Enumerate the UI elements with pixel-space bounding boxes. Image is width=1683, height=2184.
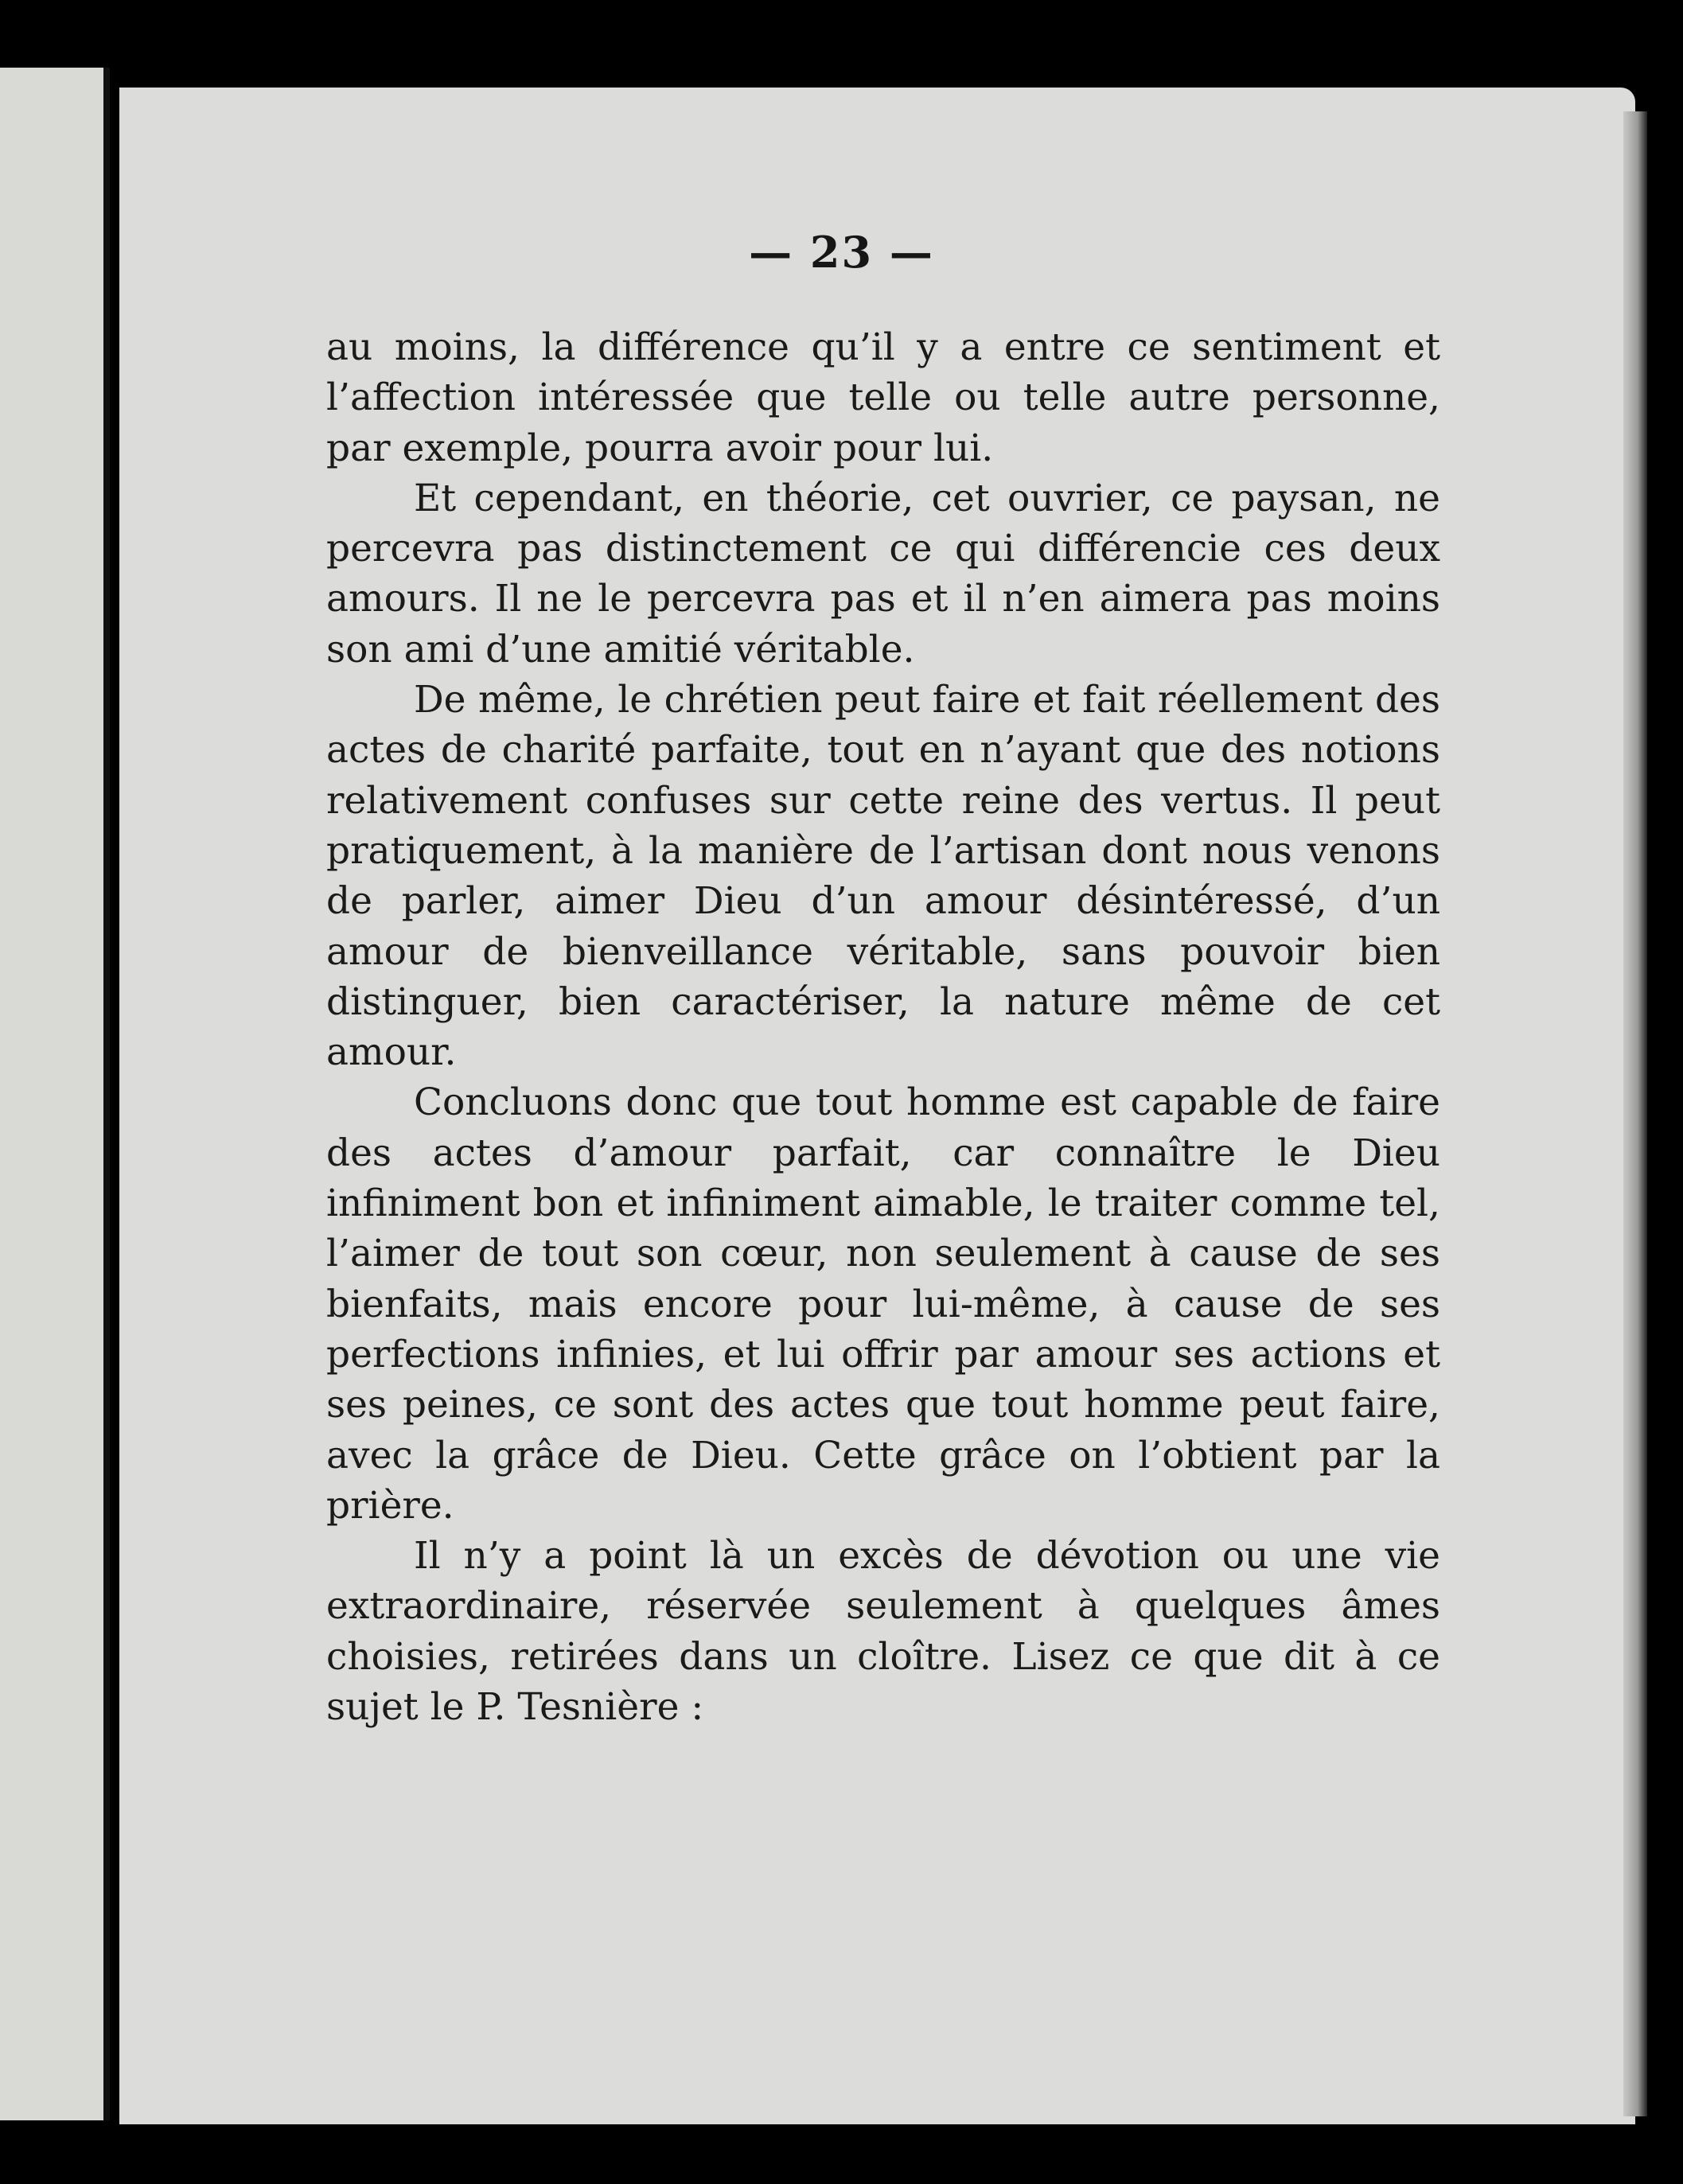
paragraph: au moins, la différence qu’il y a entre ce sentiment et l’affection intéressée que telle ou telle autre personne, par exemple, pourra avoir pour lui. [326,325,1440,470]
paragraph: De même, le chrétien peut faire et fait réellement des actes de charité parfaite, tout en n’ayant que des notions relativement confuses sur cette reine des vertus. Il peut pratiquement, à la manière de l’artisan dont nous venons de parler, aimer Dieu d’un amour désintéressé, d’un amour de bienveillance véritable, sans pouvoir bien distinguer, bien caractériser, la nature même de cet amour. [326,678,1440,1075]
paragraph: Concluons donc que tout homme est capable de faire des actes d’amour parfait, car connaître le Dieu infiniment bon et infiniment aimable, le traiter comme tel, l’aimer de tout son cœur, non seulement à cause de ses bienfaits, mais encore pour lui-même, à cause de ses perfections infinies, et lui offrir par amour ses actions et ses peines, ce sont des actes que tout homme peut faire, avec la grâce de Dieu. Cette grâce on l’obtient par la prière. [326,1080,1440,1528]
paragraph: Et cependant, en théorie, cet ouvrier, ce paysan, ne percevra pas distinctement ce qui différencie ces deux amours. Il ne le percevra pas et il n’en aimera pas moins son ami d’une amitié véritable. [326,476,1440,672]
body-text [326,322,1440,1732]
paragraph: Il n’y a point là un excès de dévotion ou une vie extraordinaire, réservée seulement à quelques âmes choisies, retirées dans un cloître. Lisez ce que dit à ce sujet le P. Tesnière : [326,1534,1440,1730]
page-binding-shadow [1623,111,1647,2116]
facing-page-edge [0,68,110,2120]
page-number: — 23 — [749,227,934,278]
